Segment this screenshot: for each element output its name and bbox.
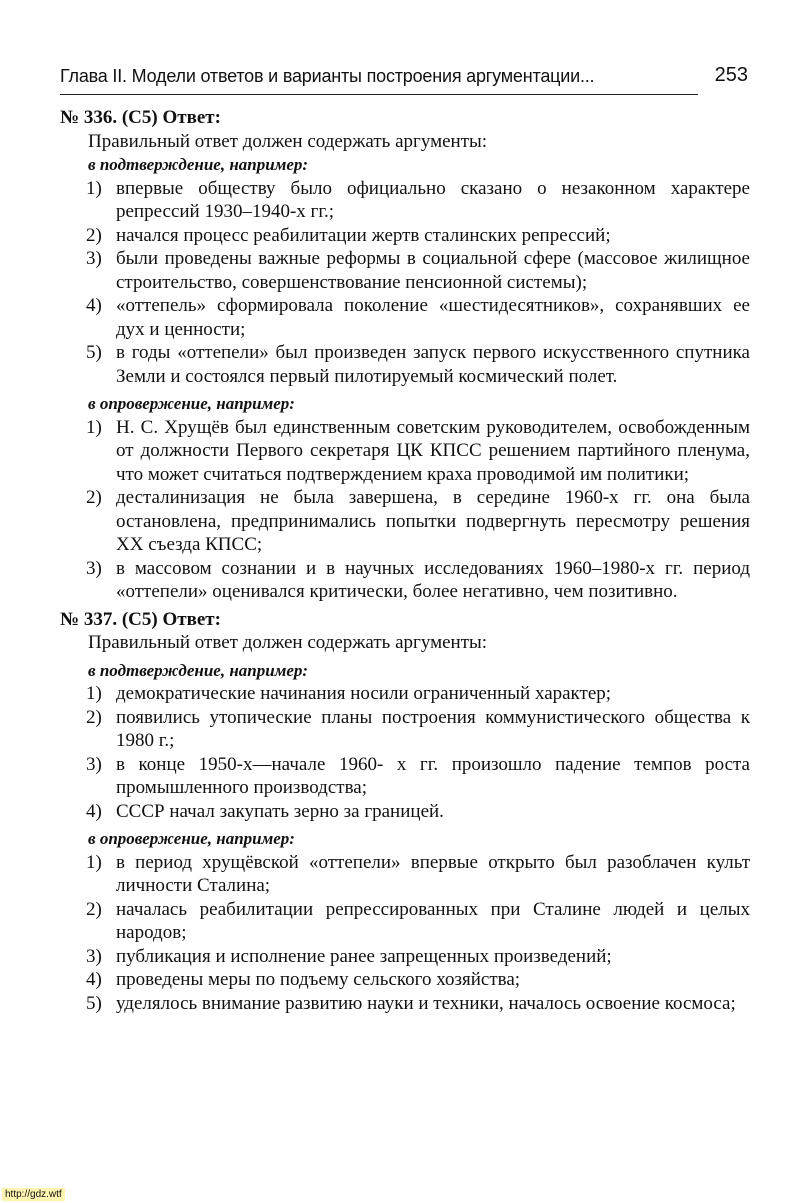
con-heading: в опровержение, например: bbox=[88, 394, 295, 413]
page-number: 253 bbox=[714, 64, 748, 86]
item-text: впервые обществу было официально сказано о незаконном характере репрессий 1930–1940-х гг.; bbox=[116, 177, 750, 222]
argument-item bbox=[86, 800, 750, 824]
item-number: 3) bbox=[86, 945, 102, 967]
item-text: появились утопические планы построения коммунистического общества к 1980 г.; bbox=[116, 706, 750, 751]
item-text: в массовом сознании и в научных исследованиях 1960–1980-х гг. период «оттепели» оценивался критически, более негативно, чем позитивно. bbox=[116, 557, 750, 602]
item-number: 2) bbox=[86, 898, 102, 920]
argument-item bbox=[86, 341, 750, 388]
argument-item bbox=[86, 486, 750, 557]
item-number: 1) bbox=[86, 683, 102, 704]
question-title: № 336. (С5) Ответ: bbox=[60, 107, 221, 128]
item-number: 4) bbox=[86, 800, 102, 822]
item-number: 3) bbox=[86, 557, 102, 579]
answer-336 bbox=[60, 106, 750, 604]
pro-heading: в подтверждение, например: bbox=[88, 660, 309, 680]
answer-intro: Правильный ответ должен содержать аргументы: bbox=[88, 632, 488, 653]
running-title: Глава II. Модели ответов и варианты построения аргументации... bbox=[60, 66, 595, 86]
item-number: 3) bbox=[86, 753, 102, 775]
con-heading: в опровержение, например: bbox=[88, 829, 295, 848]
answer-intro: Правильный ответ должен содержать аргументы: bbox=[88, 130, 488, 152]
answer-337 bbox=[60, 608, 750, 1016]
item-number: 4) bbox=[86, 969, 102, 990]
argument-item bbox=[86, 224, 750, 248]
item-number: 2) bbox=[86, 706, 102, 728]
watermark-link[interactable]: http://gdz.wtf bbox=[2, 1188, 65, 1201]
item-text: были проведены важные реформы в социальной сфере (массовое жилищное строительство, совершенствование пенсионной системы); bbox=[116, 248, 750, 293]
item-text: Н. С. Хрущёв был единственным советским руководителем, освобожденным от должности Первого секретаря ЦК КПСС решением партийного пленума, что может считаться подтверждением краха проводимой им политики; bbox=[116, 416, 750, 485]
page-content bbox=[60, 106, 750, 1015]
item-text: демократические начинания носили ограниченный характер; bbox=[116, 683, 612, 704]
item-number: 4) bbox=[86, 295, 102, 316]
con-list bbox=[60, 851, 750, 1016]
question-title: № 337. (С5) Ответ: bbox=[60, 608, 221, 630]
item-number: 5) bbox=[86, 992, 102, 1014]
item-number: 1) bbox=[86, 177, 102, 199]
item-text: «оттепель» сформировала поколение «шестидесятников», сохранявших ее дух и ценности; bbox=[116, 295, 750, 340]
item-text: началась реабилитации репрессированных при Сталине людей и целых народов; bbox=[116, 898, 750, 943]
item-number: 2) bbox=[86, 224, 102, 246]
header-rule bbox=[60, 94, 698, 95]
item-number: 2) bbox=[86, 487, 102, 508]
argument-item bbox=[86, 682, 750, 706]
item-text: в конце 1950-х—начале 1960- х гг. произошло падение темпов роста промышленного производства; bbox=[116, 753, 750, 798]
argument-item bbox=[86, 294, 750, 341]
argument-item bbox=[86, 992, 750, 1016]
argument-item bbox=[86, 247, 750, 294]
item-text: в период хрущёвской «оттепели» впервые открыто был разоблачен культ личности Сталина; bbox=[116, 851, 750, 896]
pro-list bbox=[60, 177, 750, 389]
item-number: 1) bbox=[86, 416, 102, 438]
item-text: публикация и исполнение ранее запрещенных произведений; bbox=[116, 945, 612, 967]
argument-item bbox=[86, 177, 750, 224]
item-number: 3) bbox=[86, 248, 102, 269]
pro-list bbox=[60, 682, 750, 823]
item-text: десталинизация не была завершена, в середине 1960-х гг. она была остановлена, предпринимались попытки подвергнуть пересмотру решения XX съезда КПСС; bbox=[116, 487, 750, 555]
argument-item bbox=[86, 753, 750, 800]
argument-item bbox=[86, 945, 750, 969]
argument-item bbox=[86, 416, 750, 487]
con-list bbox=[60, 416, 750, 604]
item-text: начался процесс реабилитации жертв сталинских репрессий; bbox=[116, 224, 611, 246]
item-text: СССР начал закупать зерно за границей. bbox=[116, 800, 444, 822]
argument-item bbox=[86, 968, 750, 992]
item-text: в годы «оттепели» был произведен запуск первого искусственного спутника Земли и состоялся первый пилотируемый космический полет. bbox=[116, 342, 750, 387]
item-text: уделялось внимание развитию науки и техники, началось освоение космоса; bbox=[116, 992, 736, 1014]
argument-item bbox=[86, 851, 750, 898]
item-text: проведены меры по подъему сельского хозяйства; bbox=[116, 969, 521, 990]
pro-heading: в подтверждение, например: bbox=[88, 155, 309, 174]
argument-item bbox=[86, 557, 750, 604]
item-number: 5) bbox=[86, 342, 102, 363]
argument-item bbox=[86, 898, 750, 945]
item-number: 1) bbox=[86, 851, 102, 873]
argument-item bbox=[86, 706, 750, 753]
page-header bbox=[60, 64, 750, 98]
